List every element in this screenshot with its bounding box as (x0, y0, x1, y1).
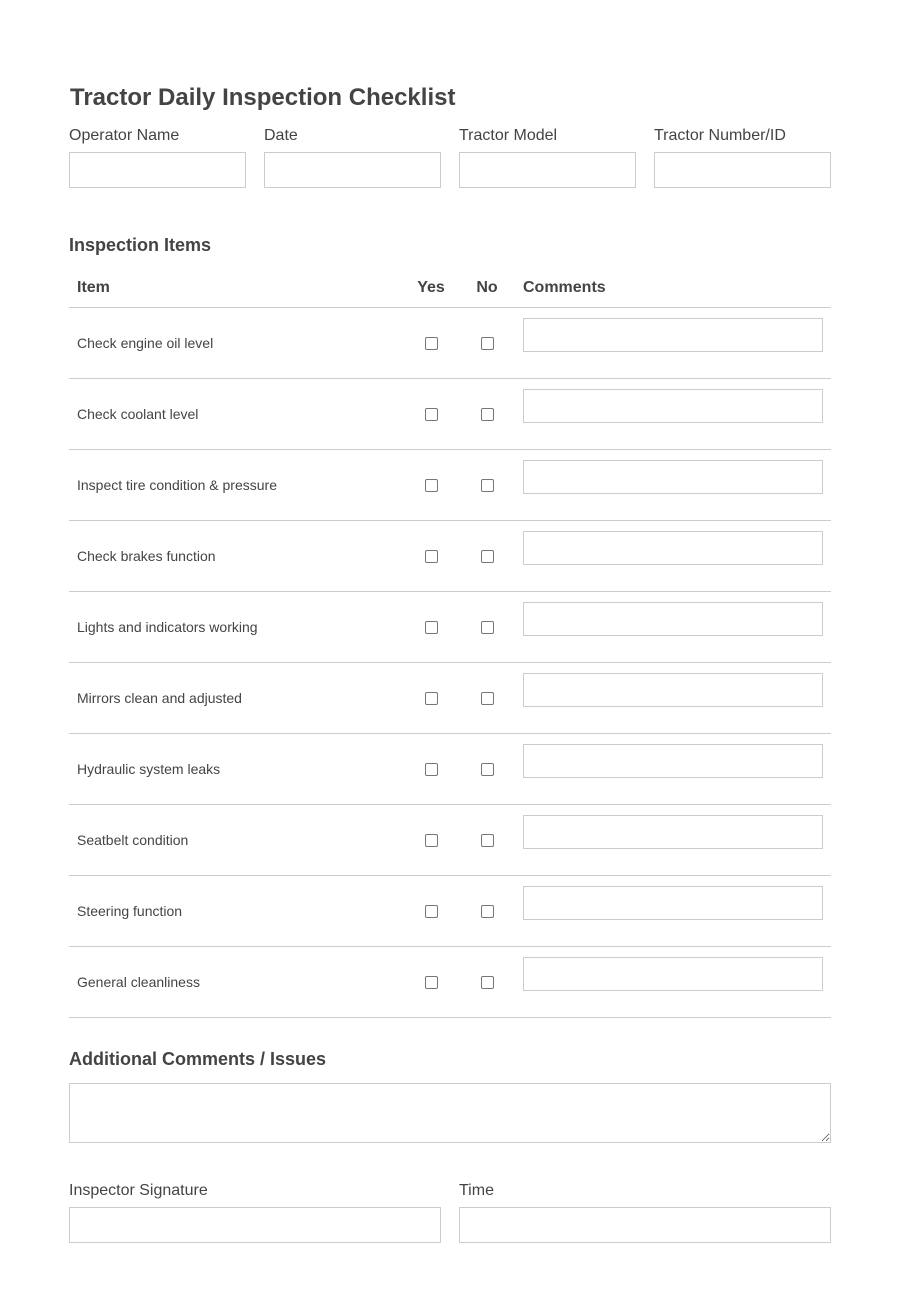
item-label: Check engine oil level (69, 307, 409, 378)
date-field (264, 127, 441, 188)
col-item: Item (69, 270, 409, 307)
no-checkbox[interactable] (481, 337, 494, 350)
additional-comments-heading: Additional Comments / Issues (69, 1049, 327, 1069)
item-label: Mirrors clean and adjusted (69, 662, 409, 733)
table-row (69, 520, 831, 591)
yes-checkbox[interactable] (425, 905, 438, 918)
col-comments: Comments (521, 270, 831, 307)
item-label: Seatbelt condition (69, 804, 409, 875)
no-checkbox[interactable] (481, 834, 494, 847)
yes-checkbox[interactable] (425, 834, 438, 847)
table-row (69, 875, 831, 946)
no-checkbox[interactable] (481, 976, 494, 989)
operator-name-input[interactable] (69, 152, 246, 188)
additional-comments-textarea[interactable] (69, 1083, 831, 1143)
item-label: Inspect tire condition & pressure (69, 449, 409, 520)
item-label: Steering function (69, 875, 409, 946)
signature-input[interactable] (69, 1207, 441, 1243)
table-row (69, 378, 831, 449)
item-label: Check coolant level (69, 378, 409, 449)
table-row (69, 946, 831, 1017)
tractor-id-field (654, 127, 831, 188)
comment-input[interactable] (523, 389, 823, 423)
signature-field (69, 1182, 441, 1243)
table-row (69, 804, 831, 875)
no-checkbox[interactable] (481, 550, 494, 563)
operator-name-label: Operator Name (69, 127, 180, 144)
yes-checkbox[interactable] (425, 621, 438, 634)
inspection-table (69, 270, 831, 1018)
no-checkbox[interactable] (481, 621, 494, 634)
time-input[interactable] (459, 1207, 831, 1243)
page-title: Tractor Daily Inspection Checklist (70, 84, 456, 111)
yes-checkbox[interactable] (425, 692, 438, 705)
date-label: Date (264, 127, 298, 144)
yes-checkbox[interactable] (425, 976, 438, 989)
comment-input[interactable] (523, 957, 823, 991)
comment-input[interactable] (523, 531, 823, 565)
col-yes: Yes (409, 270, 453, 307)
comment-input[interactable] (523, 318, 823, 352)
operator-name-field (69, 127, 246, 188)
footer-fields (69, 1182, 831, 1243)
tractor-id-label: Tractor Number/ID (654, 127, 786, 144)
tractor-model-label: Tractor Model (459, 127, 558, 144)
item-label: General cleanliness (69, 946, 409, 1017)
table-row (69, 733, 831, 804)
comment-input[interactable] (523, 673, 823, 707)
yes-checkbox[interactable] (425, 479, 438, 492)
no-checkbox[interactable] (481, 692, 494, 705)
tractor-id-input[interactable] (654, 152, 831, 188)
item-label: Hydraulic system leaks (69, 733, 409, 804)
no-checkbox[interactable] (481, 479, 494, 492)
yes-checkbox[interactable] (425, 408, 438, 421)
yes-checkbox[interactable] (425, 550, 438, 563)
no-checkbox[interactable] (481, 763, 494, 776)
signature-label: Inspector Signature (69, 1182, 208, 1199)
table-row (69, 449, 831, 520)
table-row (69, 591, 831, 662)
tractor-model-input[interactable] (459, 152, 636, 188)
table-row (69, 662, 831, 733)
comment-input[interactable] (523, 886, 823, 920)
time-field (459, 1182, 831, 1243)
yes-checkbox[interactable] (425, 337, 438, 350)
col-no: No (453, 270, 521, 307)
comment-input[interactable] (523, 815, 823, 849)
comment-input[interactable] (523, 602, 823, 636)
tractor-model-field (459, 127, 636, 188)
time-label: Time (459, 1182, 494, 1199)
table-row (69, 307, 831, 378)
yes-checkbox[interactable] (425, 763, 438, 776)
comment-input[interactable] (523, 460, 823, 494)
no-checkbox[interactable] (481, 408, 494, 421)
no-checkbox[interactable] (481, 905, 494, 918)
inspection-heading: Inspection Items (69, 235, 212, 255)
item-label: Lights and indicators working (69, 591, 409, 662)
header-fields (69, 127, 831, 188)
date-input[interactable] (264, 152, 441, 188)
comment-input[interactable] (523, 744, 823, 778)
item-label: Check brakes function (69, 520, 409, 591)
